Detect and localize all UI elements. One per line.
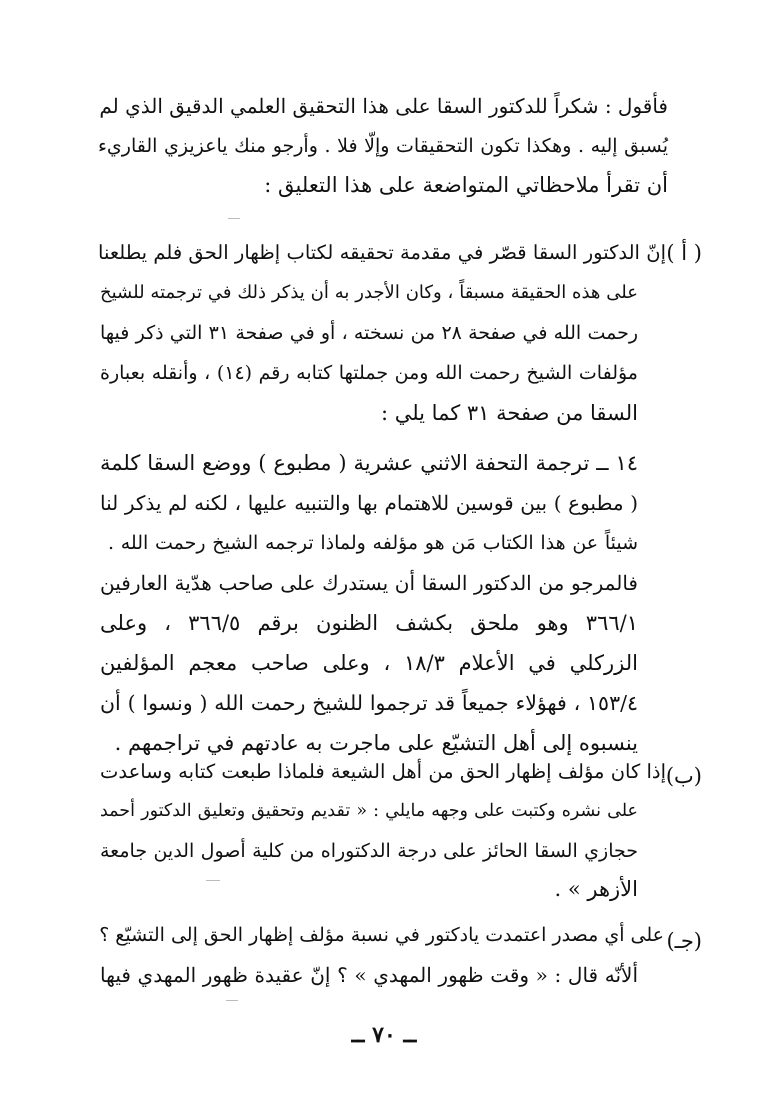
point-b-label: (ب) [665, 764, 702, 788]
intro-line-3: أن تقرأ ملاحظاتي المتواضعة على هذا التعليق : [264, 173, 668, 197]
scan-speck [228, 218, 240, 219]
intro-line-2: يُسبق إليه . وهكذا تكون التحقيقات وإلّا فلا . وأرجو منك ياعزيزي القاريء [98, 135, 668, 157]
point-b-line-4: الأزهر » . [554, 877, 638, 901]
point-a-line-4: مؤلفات الشيخ رحمت الله ومن جملتها كتابه رقم (١٤) ، وأنقله بعبارة [100, 362, 638, 384]
page-number: ــ ٧٠ ــ [351, 1022, 417, 1048]
point-c-line-1: على أي مصدر اعتمدت يادكتور في نسبة مؤلف إظهار الحق إلى التشيّع ؟ [99, 924, 664, 946]
quote-line-2: ( مطبوع ) بين قوسين للاهتمام بها والتنبيه عليها ، لكنه لم يذكر لنا [100, 491, 638, 515]
point-b-line-2: على نشره وكتبت على وجهه مايلي : « تقديم وتحقيق وتعليق الدكتور أحمد [100, 801, 638, 821]
point-a-line-3: رحمت الله في صفحة ٢٨ من نسخته ، أو في صفحة ٣١ التي ذكر فيها [100, 322, 638, 344]
intro-line-1: فأقول : شكراً للدكتور السقا على هذا التحقيق العلمي الدقيق الذي لم [99, 94, 668, 118]
quote-line-7: ١٥٣/٤ ، فهؤلاء جميعاً قد ترجموا للشيخ رحمت الله ( ونسوا ) أن [100, 691, 638, 715]
point-a-line-1: إنّ الدكتور السقا قصّر في مقدمة تحقيقه لكتاب إظهار الحق فلم يطلعنا [98, 241, 666, 264]
point-b-line-3: حجازي السقا الحائز على درجة الدكتوراه من كلية أصول الدين جامعة [100, 840, 638, 862]
scan-speck [206, 880, 220, 881]
point-a-line-2: على هذه الحقيقة مسبقاً ، وكان الأجدر به أن يذكر ذلك في ترجمته للشيخ [100, 282, 638, 303]
quote-line-5: ٣٦٦/١ وهو ملحق بكشف الظنون برقم ٣٦٦/٥ ، وعلى [100, 611, 638, 635]
scan-speck [226, 1000, 238, 1001]
quote-line-6: الزركلي في الأعلام ١٨/٣ ، وعلى صاحب معجم المؤلفين [100, 651, 638, 675]
quote-line-8: ينسبوه إلى أهل التشيّع على ماجرت به عادتهم في تراجمهم . [114, 731, 638, 755]
point-c-line-2: ألأنّه قال : « وقت ظهور المهدي » ؟ إنّ عقيدة ظهور المهدي فيها [100, 963, 638, 987]
quote-line-4: فالمرجو من الدكتور السقا أن يستدرك على صاحب هدّية العارفين [100, 571, 638, 595]
point-c-label: (جـ) [666, 929, 702, 953]
quote-line-1: ١٤ ــ ترجمة التحفة الاثني عشرية ( مطبوع ) ووضع السقا كلمة [100, 451, 638, 475]
quote-line-3: شيئاً عن هذا الكتاب مَن هو مؤلفه ولماذا ترجمه الشيخ رحمت الله . [108, 532, 638, 554]
point-a-line-5: السقا من صفحة ٣١ كما يلي : [380, 401, 638, 425]
point-a-label: ( أ ) [666, 241, 702, 265]
point-b-line-1: إذا كان مؤلف إظهار الحق من أهل الشيعة فلماذا طبعت كتابه وساعدت [100, 760, 666, 783]
